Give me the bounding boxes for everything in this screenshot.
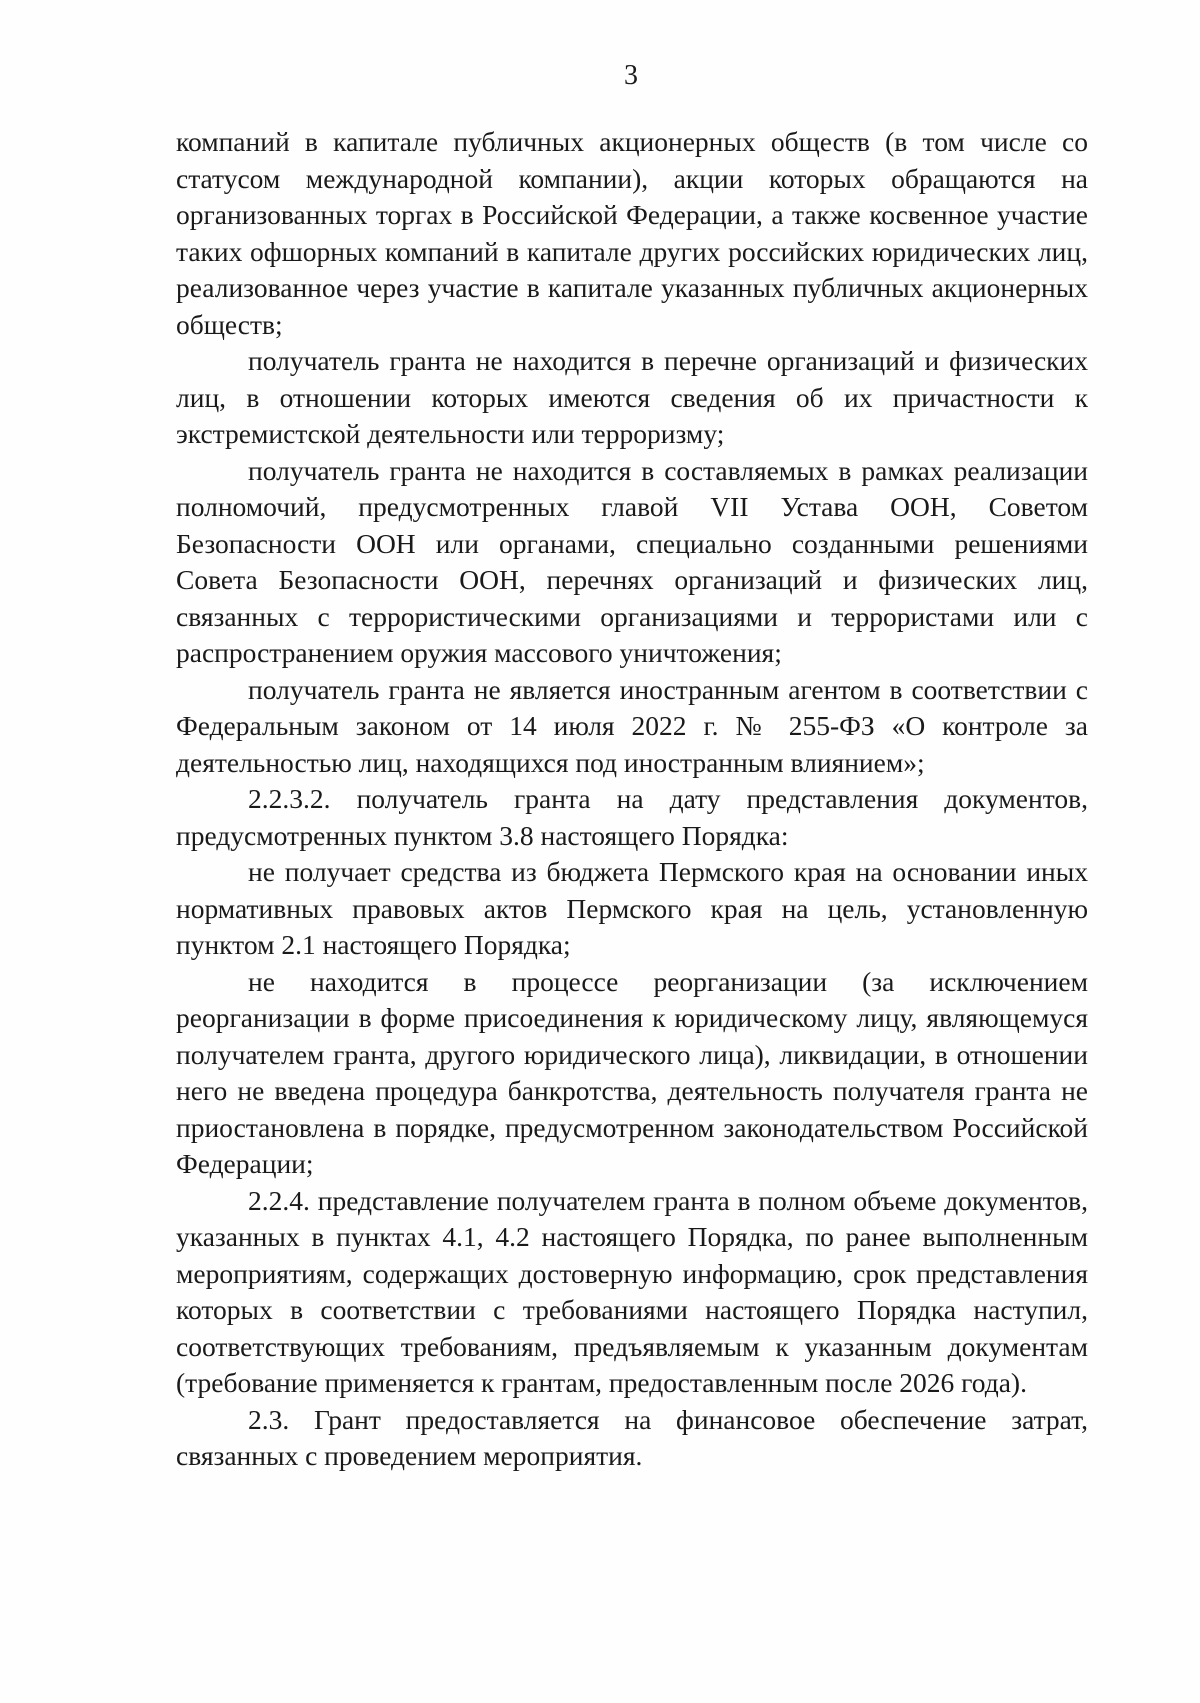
paragraph-2-2-3-2: 2.2.3.2. получатель гранта на дату представления документов, предусмотренных пунктом 3.8 настоящего Порядка:: [176, 783, 1088, 851]
page-number: 3: [624, 60, 638, 91]
paragraph-2-3: 2.3. Грант предоставляется на финансовое обеспечение затрат, связанных с проведением мероприятия.: [176, 1403, 1088, 1471]
paragraph-extremism-list: получатель гранта не находится в перечне организаций и физических лиц, в отношении которых имеются сведения об их причастности к экстремистской деятельности или терроризму;: [176, 345, 1088, 449]
paragraph-foreign-agent: получатель гранта не является иностранным агентом в соответствии с Федеральным законом от 14 июля 2022 г. № 255-ФЗ «О контроле за деятельностью лиц, находящихся под иностранным влиянием»;: [176, 673, 1088, 778]
paragraph-2-2-4: 2.2.4. представление получателем гранта в полном объеме документов, указанных в пунктах 4.1, 4.2 настоящего Порядка, по ранее выполненным мероприятиям, содержащих достоверную информацию, срок представления которых в соответствии с требованиями настоящего Порядка наступил, соответствующих требованиям, предъявляемым к указанным документам (требование применяется к грантам, предоставленным после 2026 года).: [176, 1184, 1088, 1398]
paragraph-no-budget-funds: не получает средства из бюджета Пермского края на основании иных нормативных правовых актов Пермского края на цель, установленную пунктом 2.1 настоящего Порядка;: [176, 856, 1088, 960]
paragraph-no-reorganization: не находится в процессе реорганизации (за исключением реорганизации в форме присоединения к юридическому лицу, являющемуся получателем гранта, другого юридического лица), ликвидации, в отношении него не введена процедура банкротства, деятельность получателя гранта не приостановлена в порядке, предусмотренном законодательством Российской Федерации;: [176, 965, 1088, 1179]
paragraph-offshore-participation: компаний в капитале публичных акционерных обществ (в том числе со статусом международной компании), акции которых обращаются на организованных торгах в Российской Федерации, а также косвенное участие таких офшорных компаний в капитале других российских юридических лиц, реализованное через участие в капитале указанных публичных акционерных обществ;: [176, 126, 1088, 340]
document-body: [176, 124, 1088, 1475]
paragraph-un-sanctions-list: получатель гранта не находится в составляемых в рамках реализации полномочий, предусмотренных главой VII Устава ООН, Советом Безопасности ООН или органами, специально созданными решениями Совета Безопасности ООН, перечнях организаций и физических лиц, связанных с террористическими организациями и террористами или с распространением оружия массового уничтожения;: [176, 454, 1088, 668]
